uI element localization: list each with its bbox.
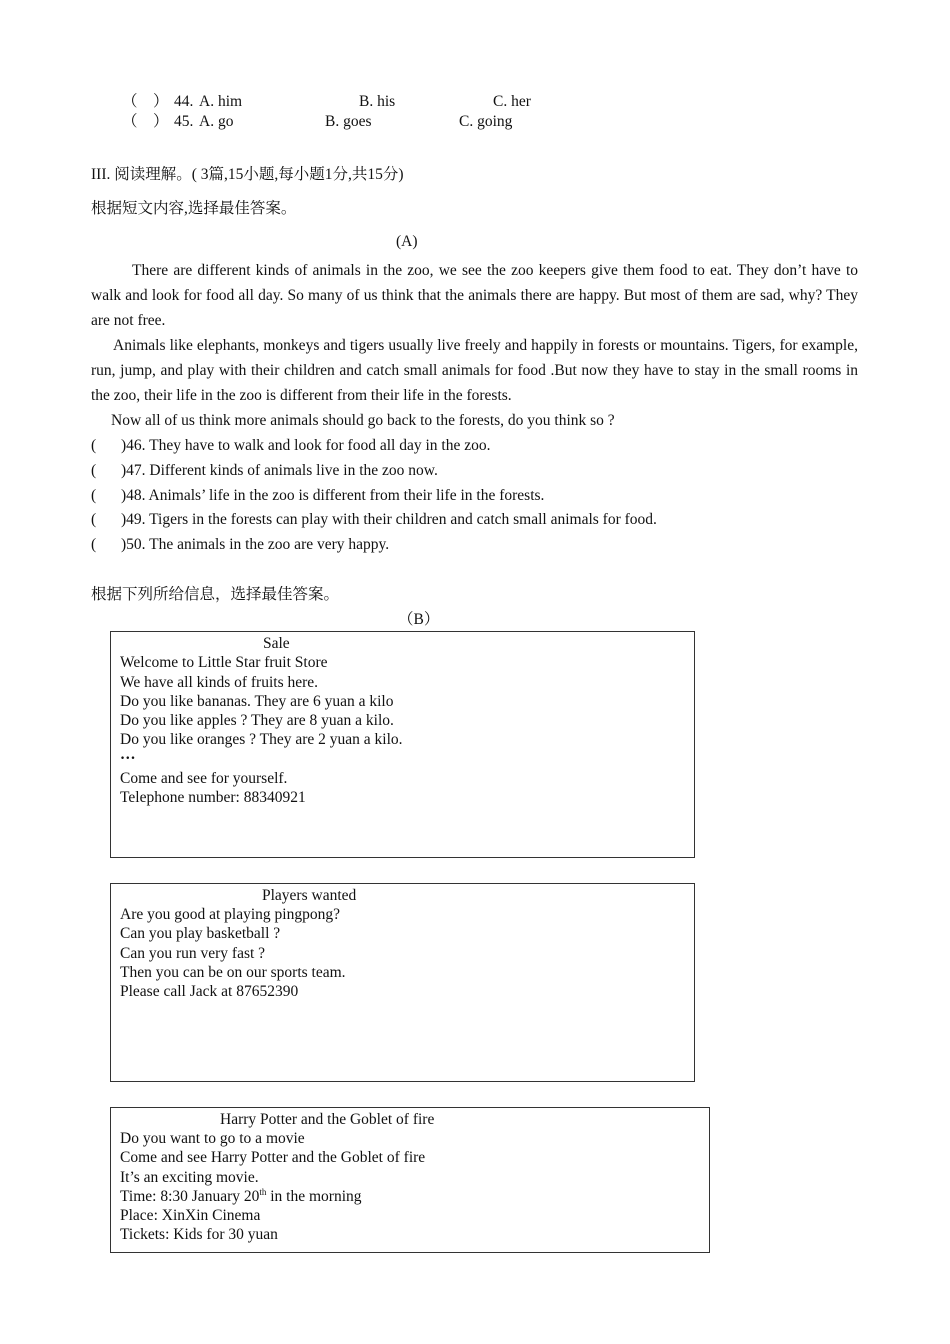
- answer-paren: (: [91, 511, 97, 528]
- ordinal-suffix: th: [259, 1186, 267, 1197]
- players-wanted-ad-box: [110, 883, 695, 1082]
- answer-paren: (: [91, 437, 97, 454]
- answer-paren: （ ）: [122, 93, 169, 110]
- ad-line: Can you play basketball ?: [120, 925, 281, 942]
- question-text: )46. They have to walk and look for food all day in the zoo.: [121, 437, 491, 454]
- ad-tickets-line: Tickets: Kids for 30 yuan: [120, 1226, 278, 1243]
- question-47: [91, 463, 438, 479]
- question-number: 45.: [174, 113, 194, 130]
- passage-a-paragraph-3: Now all of us think more animals should go back to the forests, do you think so ?: [111, 412, 615, 429]
- question-50: [91, 537, 389, 553]
- question-text: )47. Different kinds of animals live in the zoo now.: [121, 462, 438, 479]
- ad-line: Can you run very fast ?: [120, 945, 266, 962]
- question-49: [91, 512, 657, 528]
- ad-line: Do you like oranges ? They are 2 yuan a kilo.: [120, 731, 403, 748]
- question-text: )48. Animals’ life in the zoo is different from their life in the forests.: [121, 487, 545, 504]
- question-text: )49. Tigers in the forests can play with their children and catch small animals for food.: [121, 511, 657, 528]
- ad-line: Please call Jack at 87652390: [120, 983, 299, 1000]
- section-b-label: （B）: [398, 611, 440, 628]
- time-text: Time: 8:30 January 20: [120, 1188, 260, 1205]
- ad-line: Come and see Harry Potter and the Goblet of fire: [120, 1149, 426, 1166]
- option-c: C. her: [493, 93, 531, 110]
- answer-paren: (: [91, 487, 97, 504]
- ad-line: Are you good at playing pingpong?: [120, 906, 340, 923]
- ellipsis: …: [120, 746, 136, 763]
- ad-place-line: Place: XinXin Cinema: [120, 1207, 261, 1224]
- option-c: C. going: [459, 113, 513, 130]
- ad-line: Do you want to go to a movie: [120, 1130, 305, 1147]
- option-b: B. goes: [325, 113, 372, 130]
- section-b-instruction: 根据下列所给信息，选择最佳答案。: [91, 586, 340, 603]
- movie-ad-box: [110, 1107, 710, 1253]
- ad-title: Sale: [263, 635, 290, 652]
- ad-title: Players wanted: [262, 887, 357, 904]
- ad-line: It’s an exciting movie.: [120, 1169, 259, 1186]
- ad-line: Then you can be on our sports team.: [120, 964, 346, 981]
- ad-line: Come and see for yourself.: [120, 770, 288, 787]
- option-a: A. go: [199, 113, 234, 130]
- ad-line: We have all kinds of fruits here.: [120, 674, 319, 691]
- question-48: [91, 488, 544, 504]
- section-instruction: 根据短文内容,选择最佳答案。: [91, 200, 297, 217]
- question-46: [91, 438, 490, 454]
- passage-a-paragraph-1: There are different kinds of animals in the zoo, we see the zoo keepers give them food to eat. They don’t have to walk and look for food all day. So many of us think that the animals there are happy. But most of them are sad, why? They are not free.: [91, 262, 858, 329]
- option-a: A. him: [199, 93, 243, 110]
- question-text: )50. The animals in the zoo are very happy.: [121, 536, 390, 553]
- sale-ad-box: [110, 631, 695, 858]
- answer-paren: （ ）: [122, 113, 169, 130]
- question-number: 44.: [174, 93, 194, 110]
- ad-time-line: [120, 1186, 362, 1205]
- ad-line: Do you like apples ? They are 8 yuan a kilo.: [120, 712, 394, 729]
- passage-a-label: (A): [396, 233, 418, 250]
- ad-line: Do you like bananas. They are 6 yuan a kilo: [120, 693, 394, 710]
- ad-line: Welcome to Little Star fruit Store: [120, 654, 328, 671]
- answer-paren: (: [91, 462, 97, 479]
- option-b: B. his: [359, 93, 396, 110]
- passage-a-paragraph-2: Animals like elephants, monkeys and tigers usually live freely and happily in forests or mountains. Tigers, for example, run, jump, and play with their children and catch small animals for food .But now they have to stay in the small rooms in the zoo, their life in the zoo is different from their life in the forests.: [91, 337, 858, 404]
- section-heading: III. 阅读理解。( 3篇,15小题,每小题1分,共15分): [91, 166, 404, 183]
- ad-title: Harry Potter and the Goblet of fire: [220, 1111, 435, 1128]
- answer-paren: (: [91, 536, 97, 553]
- time-suffix: in the morning: [266, 1188, 362, 1205]
- ad-line: Telephone number: 88340921: [120, 789, 306, 806]
